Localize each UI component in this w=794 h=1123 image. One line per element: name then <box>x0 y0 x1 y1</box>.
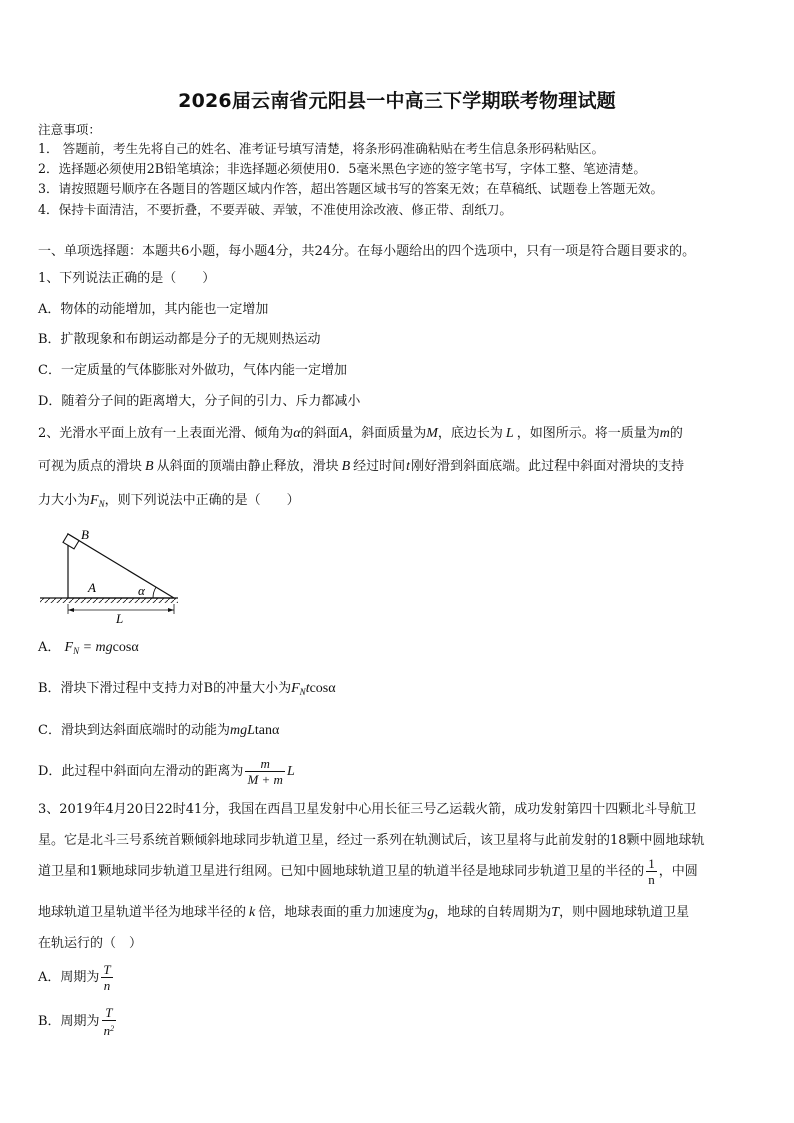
ground-hatching <box>40 598 178 603</box>
fraction <box>101 962 112 993</box>
question-3-option-a <box>38 960 115 996</box>
fraction-denominator: n <box>648 872 655 887</box>
incline-triangle <box>68 534 174 598</box>
text: A．周期为 <box>38 970 100 985</box>
notice-item: 4．保持卡面清洁，不要折叠，不要弄破、弄皱，不准使用涂改液、修正带、刮纸刀。 <box>38 202 512 217</box>
subscript-N: N <box>98 499 105 509</box>
label-L: L <box>116 611 124 626</box>
question-1-option-d: D．随着分子间的距离增大，分子间的引力、斥力都减小 <box>38 394 361 409</box>
question-3-stem-line2: 星。它是北斗三号系统首颗倾斜地球同步轨道卫星，经过一系列在轨测试后，该卫星将与此前发射的18颗中圆地球轨 <box>38 833 705 848</box>
question-2-option-a <box>38 639 139 660</box>
fraction-denominator: M + m <box>247 772 283 787</box>
fraction-numerator: T <box>102 1005 117 1021</box>
question-2-stem-line3 <box>38 492 300 513</box>
dim-arrow-right <box>168 608 174 612</box>
question-3-stem-line4 <box>38 904 689 922</box>
var-t: t <box>305 681 310 696</box>
question-1-stem: 1、下列说法正确的是（ ） <box>38 271 216 286</box>
expr-mgL: mgL <box>229 723 255 738</box>
expr-cos: cosα <box>112 640 139 655</box>
text: ，中圆 <box>658 864 698 879</box>
notice-item: 2．选择题必须使用2B铅笔填涂；非选择题必须使用0．5毫米黑色字迹的签字笔书写，字体工整、笔迹清楚。 <box>38 161 647 176</box>
question-2-option-d <box>38 756 295 788</box>
text: 从斜面的顶端由静止释放，滑块 <box>156 459 339 474</box>
subscript-N: N <box>73 646 80 656</box>
text: 地球轨道卫星轨道半径为地球半径的 <box>38 905 247 920</box>
text: ，则中圆地球轨道卫星 <box>559 905 690 920</box>
text: A． <box>38 640 61 655</box>
text: 道卫星和1颗地球同步轨道卫星进行组网。已知中圆地球轨道卫星的轨道半径是地球同步轨道卫星的半径的 <box>38 864 645 879</box>
fraction-denominator: n <box>103 978 111 993</box>
var-A: A <box>339 426 349 441</box>
angle-arc <box>153 587 156 598</box>
text: 的 <box>669 426 683 441</box>
label-alpha: α <box>138 583 145 598</box>
incline-figure <box>36 522 186 630</box>
expr-cos: cosα <box>309 681 336 696</box>
exponent: 2 <box>110 1024 115 1033</box>
label-B: B <box>81 527 89 542</box>
question-2-option-b <box>38 680 336 701</box>
base-n: n <box>103 1023 111 1038</box>
var-L: L <box>286 764 295 779</box>
question-1-option-c: C．一定质量的气体膨胀对外做功，气体内能一定增加 <box>38 363 347 378</box>
text: B．滑块下滑过程中支持力对B的冲量大小为 <box>38 681 292 696</box>
text: D．此过程中斜面向左滑动的距离为 <box>38 764 244 779</box>
section-heading: 一、单项选择题：本题共6小题，每小题4分，共24分。在每小题给出的四个选项中，只有一项是符合题目要求的。 <box>38 244 696 259</box>
notice-item: 1． 答题前，考生先将自己的姓名、准考证号填写清楚，将条形码准确粘贴在考生信息条形码粘贴区。 <box>38 141 605 156</box>
subscript-N: N <box>299 687 306 697</box>
incline-diagram <box>36 522 186 626</box>
notice-item: 3．请按照题号顺序在各题目的答题区域内作答，超出答题区域书写的答案无效；在草稿纸、试题卷上答题无效。 <box>38 181 664 196</box>
expr-mg: = mg <box>79 640 113 655</box>
text: B．周期为 <box>38 1014 100 1029</box>
var-B: B <box>145 459 154 474</box>
question-3-option-b <box>38 1003 118 1041</box>
fraction-numerator: 1 <box>648 856 655 871</box>
text: 经过时间 <box>353 459 406 474</box>
text: ，斜面质量为 <box>348 426 427 441</box>
var-alpha: α <box>293 426 301 441</box>
question-3-stem-line1: 3、2019年4月20日22时41分，我国在西昌卫星发射中心用长征三号乙运载火箭，成功发射第四十四颗北斗导航卫 <box>38 802 697 817</box>
fraction-numerator: m <box>245 756 285 772</box>
fraction <box>245 756 285 787</box>
var-m: m <box>659 426 670 441</box>
fraction <box>102 1005 117 1038</box>
question-2-stem-line1 <box>38 425 683 443</box>
var-T: T <box>551 905 560 920</box>
question-1-option-b: B．扩散现象和布朗运动都是分子的无规则热运动 <box>38 332 321 347</box>
text: ，则下列说法中正确的是（ ） <box>104 493 300 508</box>
var-t: t <box>406 459 411 474</box>
page-title: 2026届云南省元阳县一中高三下学期联考物理试题 <box>178 90 616 112</box>
text: 的斜面 <box>300 426 340 441</box>
text: 可视为质点的滑块 <box>38 459 143 474</box>
question-3-stem-line3 <box>38 856 698 888</box>
text: ，地球的自转周期为 <box>434 905 552 920</box>
fraction-denominator <box>102 1021 117 1038</box>
text: 刚好滑到斜面底端。此过程中斜面对滑块的支持 <box>411 459 685 474</box>
var-k: k <box>249 905 256 920</box>
text: 2、光滑水平面上放有一上表面光滑、倾角为 <box>38 426 294 441</box>
question-3-stem-line5: 在轨运行的（ ） <box>38 936 143 951</box>
text: 力大小为 <box>38 493 91 508</box>
text: ，如图所示。将一质量为 <box>516 426 660 441</box>
var-F: F <box>291 681 300 696</box>
fraction-numerator: T <box>103 962 111 977</box>
expr-tan: tanα <box>254 723 280 738</box>
dim-arrow-left <box>68 608 74 612</box>
var-F: F <box>90 493 99 508</box>
notice-heading: 注意事项： <box>38 122 101 137</box>
text: 倍，地球表面的重力加速度为 <box>258 905 428 920</box>
var-B: B <box>341 459 351 474</box>
question-1-option-a: A．物体的动能增加，其内能也一定增加 <box>38 302 269 317</box>
label-A: A <box>88 580 96 595</box>
var-g: g <box>427 905 435 920</box>
question-2-option-c <box>38 722 279 740</box>
var-L: L <box>505 426 514 441</box>
var-F: F <box>64 640 74 655</box>
text: C．滑块到达斜面底端时的动能为 <box>38 723 230 738</box>
block-B <box>63 534 79 549</box>
question-2-stem-line2 <box>38 458 684 476</box>
text: ，底边长为 <box>437 426 503 441</box>
fraction <box>646 856 657 887</box>
var-M: M <box>426 426 438 441</box>
